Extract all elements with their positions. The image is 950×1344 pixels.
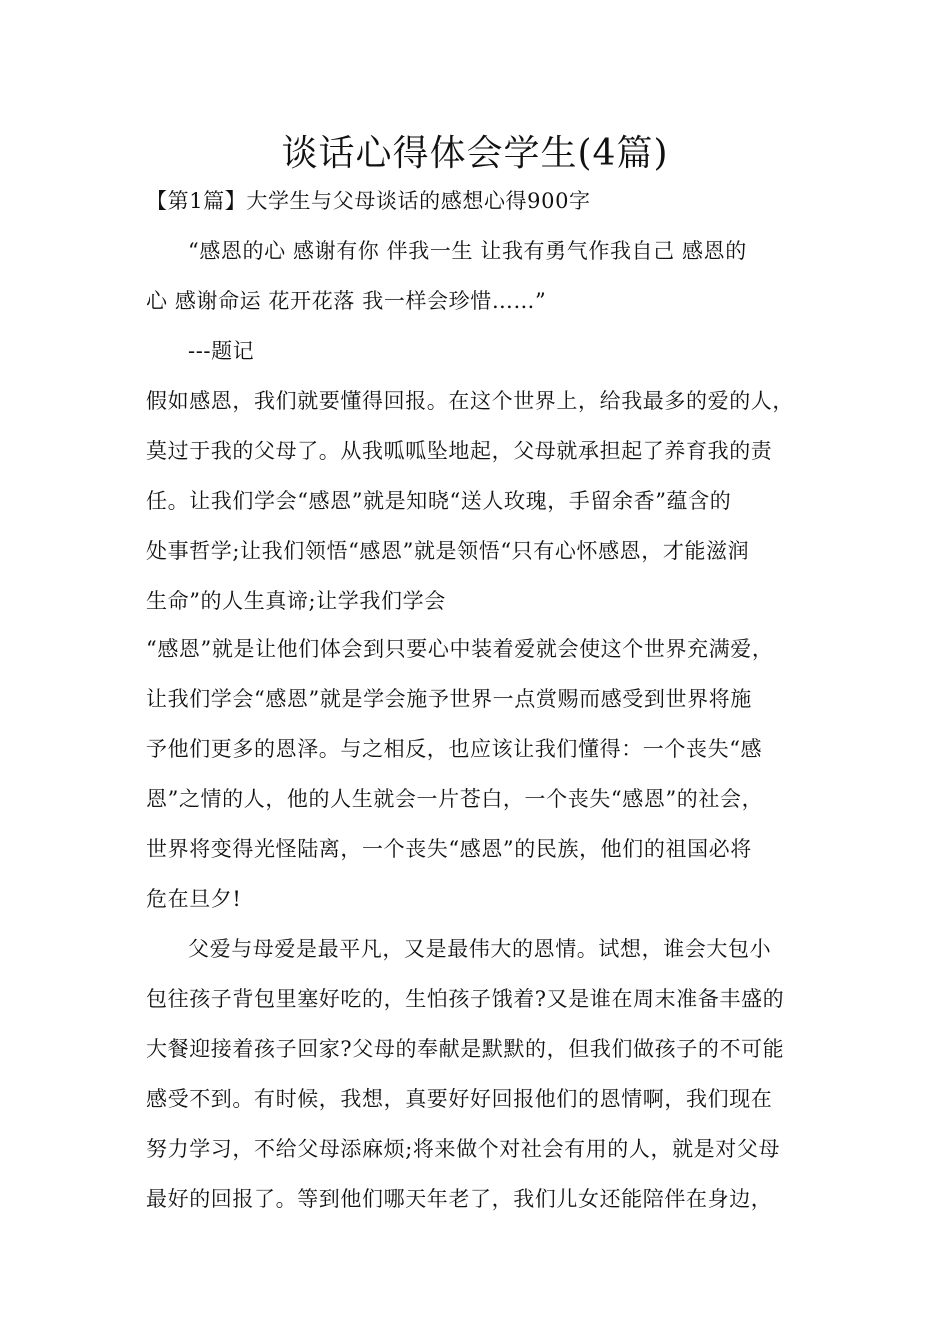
paragraph-line: 包往孩子背包里塞好吃的，生怕孩子饿着?又是谁在周末准备丰盛的 <box>146 987 785 1011</box>
paragraph-line: 努力学习，不给父母添麻烦;将来做个对社会有用的人，就是对父母 <box>146 1137 781 1161</box>
document-title: 谈话心得体会学生(4篇) <box>281 133 669 174</box>
epigraph-line: 心 感谢命运 花开花落 我一样会珍惜……” <box>146 289 547 313</box>
paragraph-line: 任。让我们学会“感恩”就是知晓“送人玫瑰，手留余香”蕴含的 <box>146 489 732 513</box>
paragraph-line: 生命”的人生真谛;让学我们学会 <box>146 589 446 613</box>
paragraph-line: 最好的回报了。等到他们哪天年老了，我们儿女还能陪伴在身边， <box>146 1187 773 1211</box>
paragraph-line: 恩”之情的人，他的人生就会一片苍白，一个丧失“感恩”的社会， <box>146 787 764 811</box>
paragraph-line: 世界将变得光怪陆离，一个丧失“感恩”的民族，他们的祖国必将 <box>146 837 752 861</box>
paragraph-line: 感受不到。有时候，我想，真要好好回报他们的恩情啊，我们现在 <box>146 1087 773 1111</box>
paragraph-line: 莫过于我的父母了。从我呱呱坠地起，父母就承担起了养育我的责 <box>146 439 773 463</box>
paragraph-line: 处事哲学;让我们领悟“感恩”就是领悟“只有心怀感恩，才能滋润 <box>146 539 750 563</box>
epigraph-line: “感恩的心 感谢有你 伴我一生 让我有勇气作我自己 感恩的 <box>188 239 747 263</box>
section-heading: 【第1篇】大学生与父母谈话的感想心得900字 <box>146 189 591 213</box>
paragraph-line: 让我们学会“感恩”就是学会施予世界一点赏赐而感受到世界将施 <box>146 687 752 711</box>
paragraph-line: 大餐迎接着孩子回家?父母的奉献是默默的，但我们做孩子的不可能 <box>146 1037 785 1061</box>
paragraph-line: 假如感恩，我们就要懂得回报。在这个世界上，给我最多的爱的人， <box>146 389 794 413</box>
paragraph-line: “感恩”就是让他们体会到只要心中装着爱就会使这个世界充满爱， <box>146 637 774 661</box>
paragraph-line: 父爱与母爱是最平凡，又是最伟大的恩情。试想，谁会大包小 <box>188 937 772 961</box>
paragraph-line: 予他们更多的恩泽。与之相反，也应该让我们懂得：一个丧失“感 <box>146 737 763 761</box>
paragraph-line: 危在旦夕! <box>146 887 242 911</box>
epigraph-signature: ---题记 <box>188 339 255 363</box>
